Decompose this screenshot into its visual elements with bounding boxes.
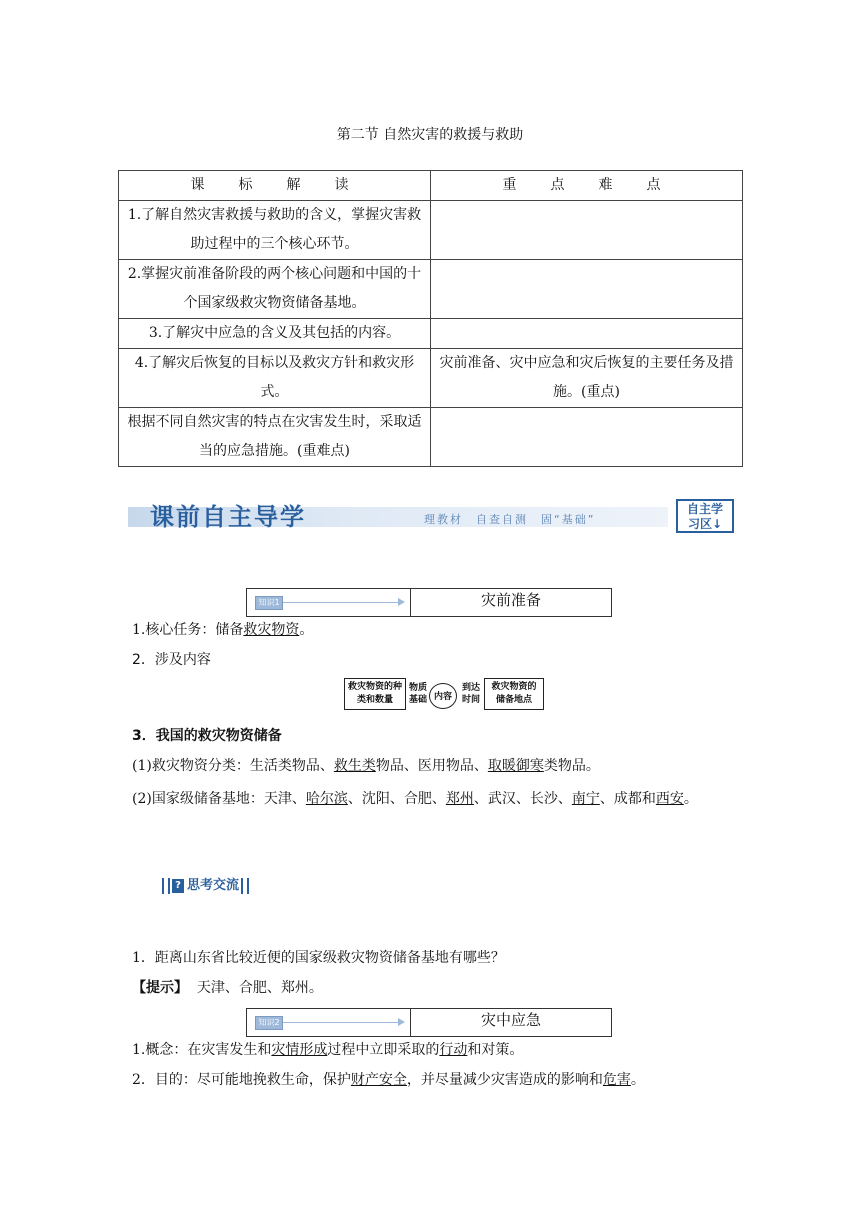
flow-box-types: 救灾物资的种类和数量 xyxy=(344,678,406,710)
text: 物品、医用物品、 xyxy=(375,758,488,774)
banner-tag-line2: 习区↓ xyxy=(687,517,723,531)
knowledge-pill: 知识2 xyxy=(255,1016,283,1030)
text: 、成都和 xyxy=(599,791,656,807)
item-3: 3．我国的救灾物资储备 xyxy=(132,728,282,744)
purpose-line xyxy=(132,1070,645,1090)
underlined-text: 西安 xyxy=(655,791,684,807)
question-1: 1．距离山东省比较近便的国家级救灾物资储备基地有哪些？ xyxy=(132,950,505,966)
text: 和对策。 xyxy=(467,1042,524,1058)
text: (2)国家级储备基地：天津、 xyxy=(132,791,306,807)
flow-center-circle: 内容 xyxy=(429,683,457,709)
underlined-text: 救灾物资 xyxy=(243,622,300,638)
table-row xyxy=(119,408,743,467)
table-cell xyxy=(431,408,743,467)
hint-label: 【提示】 xyxy=(132,980,188,996)
core-task xyxy=(132,620,313,640)
text: 类物品。 xyxy=(543,758,600,774)
concept-line xyxy=(132,1040,523,1060)
text: 。 xyxy=(630,1072,645,1088)
table-cell: 3.了解灾中应急的含义及其包括的内容。 xyxy=(119,319,431,349)
text: 2．目的：尽可能地挽救生命，保护 xyxy=(132,1072,351,1088)
underlined-text: 南宁 xyxy=(571,791,600,807)
arrow-right-icon xyxy=(398,1018,405,1026)
table-header-row xyxy=(119,171,743,201)
hint-text: 天津、合肥、郑州。 xyxy=(196,980,323,996)
table-cell xyxy=(431,319,743,349)
underlined-text: 郑州 xyxy=(445,791,474,807)
text: 、沈阳、合肥、 xyxy=(347,791,446,807)
table-cell xyxy=(431,201,743,260)
category-line xyxy=(132,756,600,776)
think-label: 思考交流 xyxy=(187,878,240,893)
table-header-key-points: 重 点 难 点 xyxy=(431,171,743,201)
bases-line xyxy=(132,784,732,814)
text: (1)救灾物资分类：生活类物品、 xyxy=(132,758,334,774)
banner-subtitle: 理教材 自查自测 固“基础” xyxy=(424,513,596,526)
table-row xyxy=(119,319,743,349)
page-title: 第二节 自然灾害的救援与救助 xyxy=(336,127,524,143)
knowledge-pill: 知识1 xyxy=(255,596,283,610)
banner-tag-line1: 自主学 xyxy=(686,502,723,516)
underlined-text: 财产安全 xyxy=(350,1072,407,1088)
arrow-line xyxy=(283,1022,399,1023)
bars-icon xyxy=(241,878,249,894)
text: 过程中立即采取的 xyxy=(327,1042,440,1058)
underlined-text: 行动 xyxy=(439,1042,468,1058)
underlined-text: 危害 xyxy=(602,1072,631,1088)
text: 1.核心任务：储备 xyxy=(132,622,244,638)
curriculum-table xyxy=(118,170,743,467)
text: 1.概念：在灾害发生和 xyxy=(132,1042,272,1058)
text: 。 xyxy=(299,622,314,638)
table-row xyxy=(119,260,743,319)
flow-label-time: 到达时间 xyxy=(461,683,480,705)
text: ，并尽量减少灾害造成的影响和 xyxy=(406,1072,603,1088)
flow-box-locations: 救灾物资的储备地点 xyxy=(484,678,544,710)
table-row xyxy=(119,201,743,260)
table-row xyxy=(119,349,743,408)
question-icon: ? xyxy=(172,879,184,893)
content-flow-diagram xyxy=(344,676,544,716)
knowledge-title: 灾中应急 xyxy=(480,1011,541,1029)
section-banner xyxy=(128,497,738,535)
underlined-text: 灾情形成 xyxy=(271,1042,328,1058)
text: 。 xyxy=(683,791,698,807)
underlined-text: 取暖御寒 xyxy=(487,758,544,774)
hint xyxy=(132,978,323,998)
table-cell: 1.了解自然灾害救援与救助的含义，掌握灾害救助过程中的三个核心环节。 xyxy=(119,201,431,260)
knowledge-marker xyxy=(247,1009,411,1036)
text: 、武汉、长沙、 xyxy=(473,791,572,807)
underlined-text: 救生类 xyxy=(333,758,376,774)
banner-title: 课前自主导学 xyxy=(150,502,306,531)
bars-icon xyxy=(162,878,170,894)
table-cell: 灾前准备、灾中应急和灾后恢复的主要任务及措施。(重点) xyxy=(431,349,743,408)
table-cell: 根据不同自然灾害的特点在灾害发生时，采取适当的应急措施。(重难点) xyxy=(119,408,431,467)
underlined-text: 哈尔滨 xyxy=(305,791,348,807)
arrow-right-icon xyxy=(398,598,405,606)
table-cell: 2.掌握灾前准备阶段的两个核心问题和中国的十个国家级救灾物资储备基地。 xyxy=(119,260,431,319)
think-exchange-heading xyxy=(160,874,251,894)
table-cell xyxy=(431,260,743,319)
table-header-interpretation: 课 标 解 读 xyxy=(119,171,431,201)
knowledge-title: 灾前准备 xyxy=(480,591,541,609)
knowledge-marker xyxy=(247,589,411,616)
table-cell: 4.了解灾后恢复的目标以及救灾方针和救灾形式。 xyxy=(119,349,431,408)
banner-tag xyxy=(676,499,734,533)
item-2: 2．涉及内容 xyxy=(132,652,211,668)
knowledge-header-1 xyxy=(246,588,612,617)
knowledge-header-2 xyxy=(246,1008,612,1037)
flow-label-material: 物质基础 xyxy=(408,683,427,705)
arrow-line xyxy=(283,602,399,603)
